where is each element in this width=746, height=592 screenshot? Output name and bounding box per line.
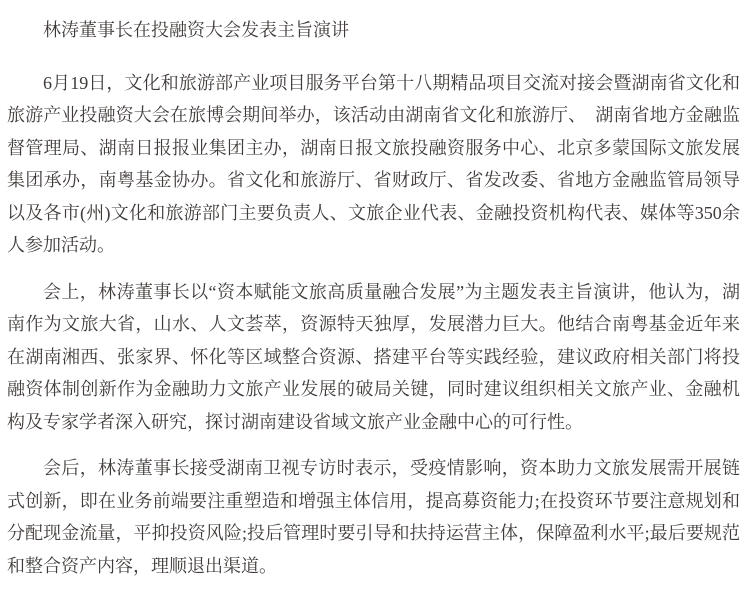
article-paragraph-3: 会后，林涛董事长接受湖南卫视专访时表示，受疫情影响，资本助力文旅发展需开展链式创新，即在业务前端要注重塑造和增强主体信用，提高募资能力;在投资环节要注意规划和分配现金流量，平抑投资风险;投后管理时要引导和扶持运营主体，保障盈利水平;最后要规范和整合资产内容，理顺退出渠道。: [7, 458, 740, 576]
article-title: 林涛董事长在投融资大会发表主旨演讲: [43, 20, 349, 40]
article-paragraph-2: 会上，林涛董事长以“资本赋能文旅高质量融合发展”为主题发表主旨演讲，他认为，湖南作为文旅大省，山水、人文荟萃，资源特天独厚，发展潜力巨大。他结合南粤基金近年来在湖南湘西、张家界、怀化等区域整合资源、搭建平台等实践经验，建议政府相关部门将投融资体制创新作为金融助力文旅产业发展的破局关键，同时建议组织相关文旅产业、金融机构及专家学者深入研究，探讨湖南建设省域文旅产业金融中心的可行性。: [7, 281, 740, 432]
article-paragraph-1: 6月19日，文化和旅游部产业项目服务平台第十八期精品项目交流对接会暨湖南省文化和旅游产业投融资大会在旅博会期间举办，该活动由湖南省文化和旅游厅、 湖南省地方金融监督管理局、湖南日报报业集团主办，湖南日报文旅投融资服务中心、北京多蒙国际文旅发展集团承办，南粤基金协办。省文化和旅游厅、省财政厅、省发改委、省地方金融监管局领导以及各市(州)文化和旅游部门主要负责人、文旅企业代表、金融投资机构代表、媒体等350余人参加活动。: [7, 72, 740, 255]
